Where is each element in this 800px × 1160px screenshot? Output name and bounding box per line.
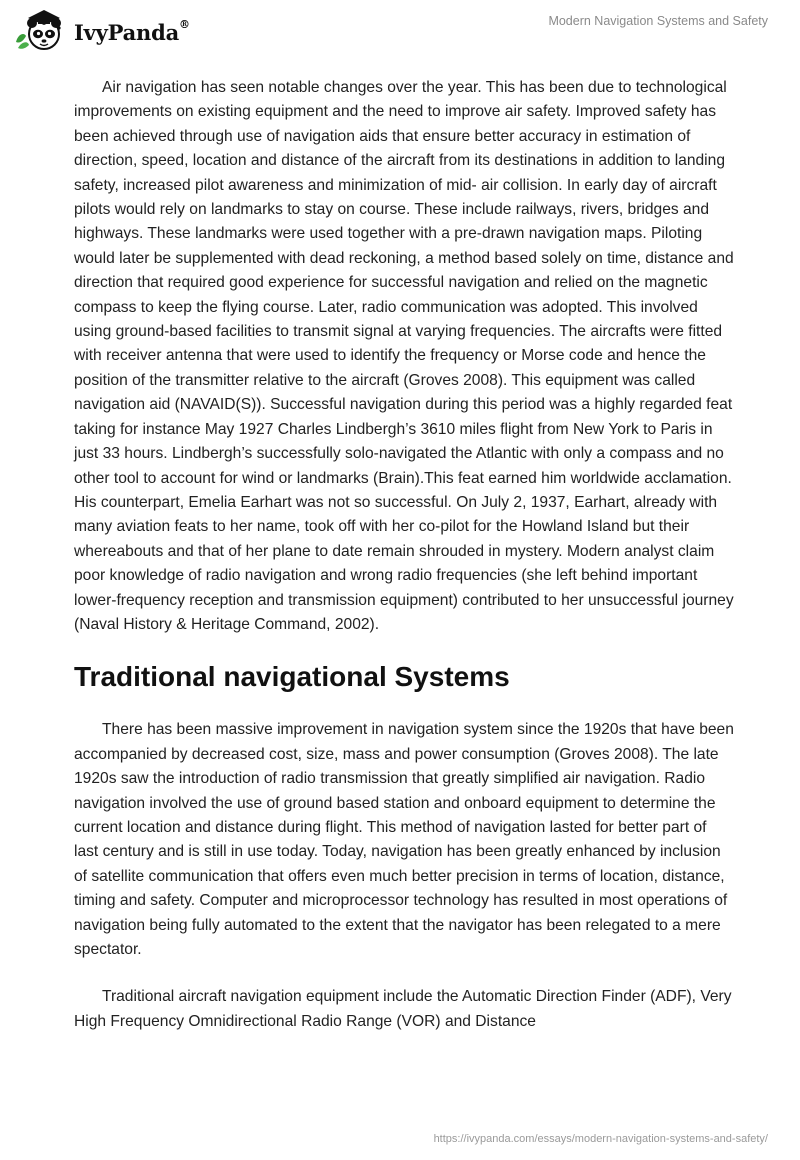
essay-content (74, 76, 734, 1057)
brand-logo[interactable] (14, 8, 190, 52)
brand-name: IvyPanda® (74, 17, 190, 45)
document-title: Modern Navigation Systems and Safety (548, 14, 768, 28)
page-header (0, 0, 800, 60)
paragraph-improvement: There has been massive improvement in navigation system since the 1920s that have been accompanied by decreased cost, size, mass and power consumption (Groves 2008). The late 1920s saw the introduction of radio transmission that greatly simplified air navigation. Radio navigation involved the use of ground based station and onboard equipment to determine the current location and distance during flight. This method of navigation lasted for better part of last century and is still in use today. Today, navigation has been greatly enhanced by inclusion of satellite communication that offers even much better precision in terms of location, distance, timing and safety. Computer and microprocessor technology has resulted in most operations of navigation being fully automated to the extent that the navigator has been relegated to a mere spectator. (74, 721, 734, 958)
paragraph-intro: Air navigation has seen notable changes over the year. This has been due to technological improvements on existing equipment and the need to improve air safety. Improved safety has been achieved through use of navigation aids that ensure better accuracy in estimation of direction, speed, location and distance of the aircraft from its destinations in addition to landing safety, increased pilot awareness and minimization of mid- air collision. In early day of aircraft pilots would rely on landmarks to stay on course. These include railways, rivers, bridges and highways. These landmarks were used together with a pre-drawn navigation maps. Piloting would later be supplemented with dead reckoning, a method based solely on time, distance and direction that required good experience for successful navigation and relied on the magnetic compass to keep the flying course. Later, radio communication was adopted. This involved using ground-based facilities to transmit signal at varying frequencies. The aircrafts were fitted with receiver antenna that were used to identify the frequency or Morse code and hence the position of the transmitter relative to the aircraft (Groves 2008). This equipment was called navigation aid (NAVAID(S)). Successful navigation during this period was a highly regarded feat taking for instance May 1927 Charles Lindbergh’s 3610 miles flight from New York to Paris in just 33 hours. Lindbergh’s successfully solo-navigated the Atlantic with only a compass and no other tool to account for wind or landmarks (Brain).This feat earned him worldwide acclamation. His counterpart, Emelia Earhart was not so successful. On July 2, 1937, Earhart, already with many aviation feats to her name, took off with her co-pilot for the Howland Island but their whereabouts and that of her plane to date remain shrouded in mystery. Modern analyst claim poor knowledge of radio navigation and wrong radio frequencies (she left behind important lower-frequency reception and transmission equipment) contributed to her unsuccessful journey (Naval History & Heritage Command, 2002). (74, 79, 734, 633)
paragraph-equipment: Traditional aircraft navigation equipment include the Automatic Direction Finder (ADF), Very High Frequency Omnidirectional Radio Range (VOR) and Distance (74, 988, 732, 1030)
panda-graduate-icon (14, 8, 68, 52)
section-heading: Traditional navigational Systems (74, 661, 510, 693)
source-url[interactable]: https://ivypanda.com/essays/modern-navigation-systems-and-safety/ (433, 1133, 768, 1145)
